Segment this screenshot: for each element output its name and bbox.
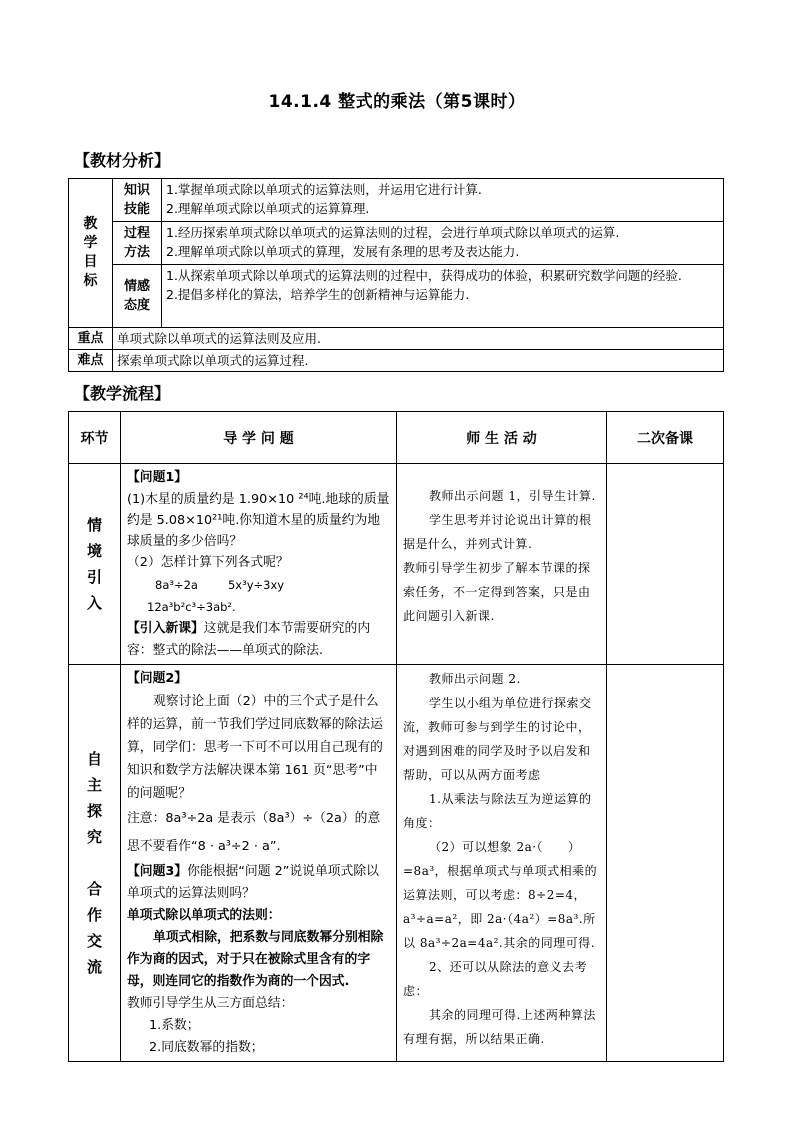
header-stage: 环节: [69, 412, 121, 464]
analysis-table: [68, 178, 724, 372]
objectives-label: 教 学 目 标: [69, 179, 113, 328]
difficulty-text: 探索单项式除以单项式的运算过程.: [113, 350, 724, 372]
knowledge-skills-content: 1.掌握单项式除以单项式的运算法则，并运用它进行计算. 2.理解单项式除以单项式的运算算理.: [162, 179, 724, 222]
stage-explore-label: 自 主 探 究 合 作 交 流: [69, 665, 121, 1062]
process-method-label: 过程 方法: [113, 222, 162, 265]
process-method-content: 1.经历探索单项式除以单项式的运算法则的过程，会进行单项式除以单项式的运算. 2.理解单项式除以单项式的算理，发展有条理的思考及表达能力.: [162, 222, 724, 265]
stage-explore-activity: 教师出示问题 2. 学生以小组为单位进行探索交流，教师可参与到学生的讨论中，对遇到困难的同学及时予以启发和帮助，可以从两方面考虑 1.从乘法与除法互为逆运算的角度： （2）可以想象 2a·（ ）=8a³，根据单项式与单项式相乘的运算法则，可以考虑：8÷2=4，a³÷a=a²，即 2a·（4a²）=8a³.所以 8a³÷2a=4a².其余的同理可得. 2、还可以从除法的意义去考虑： 其余的同理可得.上述两种算法有理有据，所以结果正确.: [397, 665, 607, 1062]
header-guide: 导 学 问 题: [121, 412, 397, 464]
section-heading-analysis: 【教材分析】: [74, 151, 171, 170]
difficulty-label: 难点: [69, 350, 113, 372]
header-activity: 师 生 活 动: [397, 412, 607, 464]
knowledge-skills-label: 知识 技能: [113, 179, 162, 222]
stage-intro-label: 情 境 引 入: [69, 464, 121, 665]
section-heading-flow: 【教学流程】: [74, 384, 171, 403]
stage-intro-notes: [607, 464, 724, 665]
stage-explore-notes: [607, 665, 724, 1062]
key-point-text: 单项式除以单项式的运算法则及应用.: [113, 328, 724, 350]
page-title: 14.1.4 整式的乘法（第5课时）: [268, 92, 526, 112]
emotion-attitude-content: 1.从探索单项式除以单项式的运算法则的过程中，获得成功的体验，积累研究数学问题的经验. 2.提倡多样化的算法，培养学生的创新精神与运算能力.: [162, 265, 724, 328]
emotion-attitude-label: 情感 态度: [113, 265, 162, 328]
stage-intro-guide: 【问题1】 (1)木星的质量约是 1.90×10 ²⁴吨.地球的质量约是 5.08×10²¹吨.你知道木星的质量约为地球质量的多少倍吗？ （2）怎样计算下列各式呢？ 8a³÷2a 5x³y÷3xy 12a³b²c³÷3ab². 【引入新课】这就是我们本节需要研究的内容：整式的除法——单项式的除法.: [121, 464, 397, 665]
header-notes: 二次备课: [607, 412, 724, 464]
stage-explore-guide: 【问题2】 观察讨论上面（2）中的三个式子是什么样的运算，前一节我们学过同底数幂的除法运算，同学们：思考一下可不可以用自己现有的知识和数学方法解决课本第 161 页“思考”中的问题呢？ 注意：8a³÷2a 是表示（8a³）÷（2a）的意思不要看作“8 · a³÷2 · a”. 【问题3】你能根据“问题 2”说说单项式除以单项式的运算法则吗？ 单项式除以单项式的法则： 单项式相除，把系数与同底数幂分别相除作为商的因式，对于只在被除式里含有的字母，则连同它的指数作为商的一个因式. 教师引导学生从三方面总结： 1.系数； 2.同底数幂的指数；: [121, 665, 397, 1062]
key-point-label: 重点: [69, 328, 113, 350]
flow-table: [68, 411, 724, 1062]
stage-intro-activity: 教师出示问题 1，引导生计算. 学生思考并讨论说出计算的根据是什么，并列式计算. 教师引导学生初步了解本节课的探索任务，不一定得到答案，只是由此问题引入新课.: [397, 464, 607, 665]
